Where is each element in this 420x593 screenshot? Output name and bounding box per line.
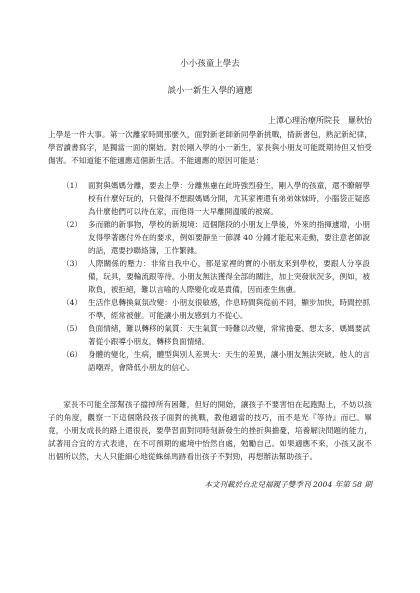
author-line: 上潭心理治療所院長 羅秋怡 — [268, 116, 372, 125]
reason-list — [48, 179, 372, 374]
list-item-text: 多而雜的新事物，學校的新規境：這個階段的小朋友上學後，外來的指揮遽增，小朋友得學著應付外在的要求，例如要靜坐一節課 40 分鐘才能起來走動，要注意老師說的話，還要抄聯絡簿，工作繁雜。 — [88, 220, 370, 255]
source-note: 本文刊載於台北兒福親子雙季刊 2004 年第 58 期 — [204, 480, 372, 489]
document-subtitle: 談小一新生入學的適應 — [167, 86, 253, 96]
list-item-text: 人際關係的壓力：非常自我中心，都是家裡的寶的小朋友來到學校，要跟人分享設備，玩具，要輪流跟等待。小朋友無法獲得全部的關注，加上突發狀況多，例如，被欺負，被拒絕，難以言喻的人際變化或是責備，因而產生焦慮。 — [88, 259, 370, 294]
list-item-text: 生活作息轉換氣氛改變：小朋友很敏感，作息時間與從前不同，顯步加快，時間控抓不準，經常被催。可能讓小朋友感到力不從心。 — [88, 298, 370, 320]
closing-paragraph: 家長不可能全部幫孩子擋掉所有困難，但好的開始，讓孩子不要害怕在起跑點上，不妨以孩子的角度，觀察一下這個階段孩子面對的挑戰，教他適當的技巧，而不是光『等待』而已。畢竟，小朋友成長的路上還很長，要學習面對同時刻新發生的挫折與擔憂，培養解決問題的能力，試著用合宜的方式表達，在不可預期的處境中怡然自處，勉勵自己。如果適應不來，小孩又說不出個所以然，大人只能細心地從蛛絲馬跡看出孩子不對勁，再想辦法幫助孩子。 — [48, 400, 372, 461]
list-item-number: （1） — [62, 181, 83, 190]
list-item-number: （4） — [62, 298, 83, 307]
list-item — [48, 296, 372, 322]
list-item — [48, 218, 372, 257]
list-item — [48, 322, 372, 348]
list-item-text: 負面情緒，難以轉移的氣質：天生氣質一時難以改變，常常擔憂、想太多，媽媽要試著從小跟導小朋友，轉移負面情緒。 — [88, 324, 370, 346]
list-item-text: 身體的變化，生病，體型與別人差異大：天生的差異，讓小朋友無法突破，他人的言語嘲弄，會降低小朋友的信心。 — [88, 350, 370, 372]
list-item — [48, 257, 372, 296]
document-title: 小小孩童上學去 — [180, 59, 240, 69]
list-item-number: （3） — [62, 259, 83, 268]
intro-paragraph: 上學是一件大事。第一次離家時間那麼久，面對新老師新同學新挑戰，揹新書包，熟記新紀律，學習讀書寫字，是獨當一面的開始。對於剛入學的小一新生，家長與小朋友可能既期待但又怕受傷害。不知道能不能適應這個新生活。不能適應的原因可能是： — [48, 130, 372, 165]
list-item-number: （5） — [62, 324, 83, 333]
list-item-number: （6） — [62, 350, 83, 359]
list-item-number: （2） — [62, 220, 83, 229]
list-item — [48, 179, 372, 218]
list-item-text: 面對與媽媽分離，要去上學：分離焦慮在此時強烈發生，剛入學的孩童，還不瞭解學校有什麼好玩的，只覺得不想跟媽媽分開，尤其家裡還有弟弟妹妹時，小腦袋正疑惑為什麼他們可以待在家，而他得一大早離開溫暖的被窩。 — [88, 181, 370, 216]
list-item — [48, 348, 372, 374]
